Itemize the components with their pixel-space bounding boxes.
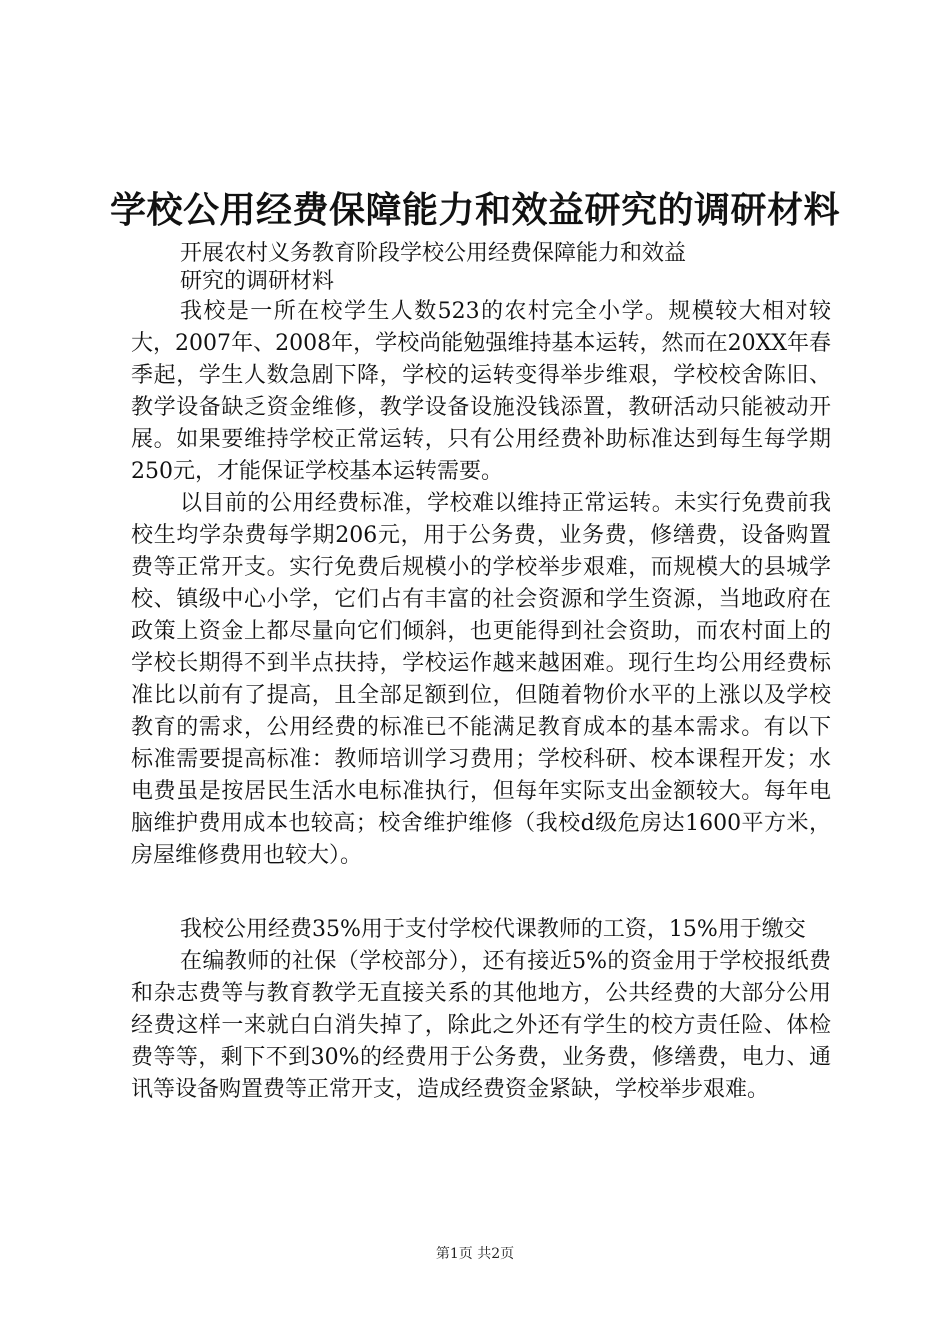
subtitle-line-2: 研究的调研材料 [180, 269, 335, 294]
document-body [131, 296, 831, 1106]
paragraph-3: 我校公用经费35%用于支付学校代课教师的工资，15%用于缴交 [180, 917, 806, 942]
document-title: 学校公用经费保障能力和效益研究的调研材料 [109, 189, 840, 231]
paragraph-4: 在编教师的社保（学校部分），还有接近5%的资金用于学校报纸费和杂志费等与教育教学无直接关系的其他地方，公共经费的大部分公用经费这样一来就白白消失掉了，除此之外还有学生的校方责任险、体检费等等，剩下不到30%的经费用于公务费，业务费，修缮费，电力、通讯等设备购置费等正常开支，造成经费资金紧缺，学校举步艰难。 [131, 949, 831, 1102]
paragraph-2: 以目前的公用经费标准，学校难以维持正常运转。未实行免费前我校生均学杂费每学期206元，用于公务费，业务费，修缮费，设备购置费等正常开支。实行免费后规模小的学校举步艰难，而规模大的县城学校、镇级中心小学，它们占有丰富的社会资源和学生资源，当地政府在政策上资金上都尽量向它们倾斜，也更能得到社会资助，而农村面上的学校长期得不到半点扶持，学校运作越来越困难。现行生均公用经费标准比以前有了提高，且全部足额到位，但随着物价水平的上涨以及学校教育的需求，公用经费的标准已不能满足教育成本的基本需求。有以下标准需要提高标准：教师培训学习费用；学校科研、校本课程开发；水电费虽是按居民生活水电标准执行，但每年实际支出金额较大。每年电脑维护费用成本也较高；校舍维护维修（我校d级危房达1600平方米，房屋维修费用也较大）。 [131, 491, 831, 868]
paragraph-1: 我校是一所在校学生人数523的农村完全小学。规模较大相对较大，2007年、2008年，学校尚能勉强维持基本运转，然而在20XX年春季起，学生人数急剧下降，学校的运转变得举步维艰，学校校舍陈旧、教学设备缺乏资金维修，教学设备设施没钱添置，教研活动只能被动开展。如果要维持学校正常运转，只有公用经费补助标准达到每生每学期250元，才能保证学校基本运转需要。 [131, 299, 831, 484]
page-footer: 第1页 共2页 [435, 1246, 515, 1262]
document-subtitle [180, 240, 800, 296]
subtitle-line-1: 开展农村义务教育阶段学校公用经费保障能力和效益 [180, 241, 687, 266]
